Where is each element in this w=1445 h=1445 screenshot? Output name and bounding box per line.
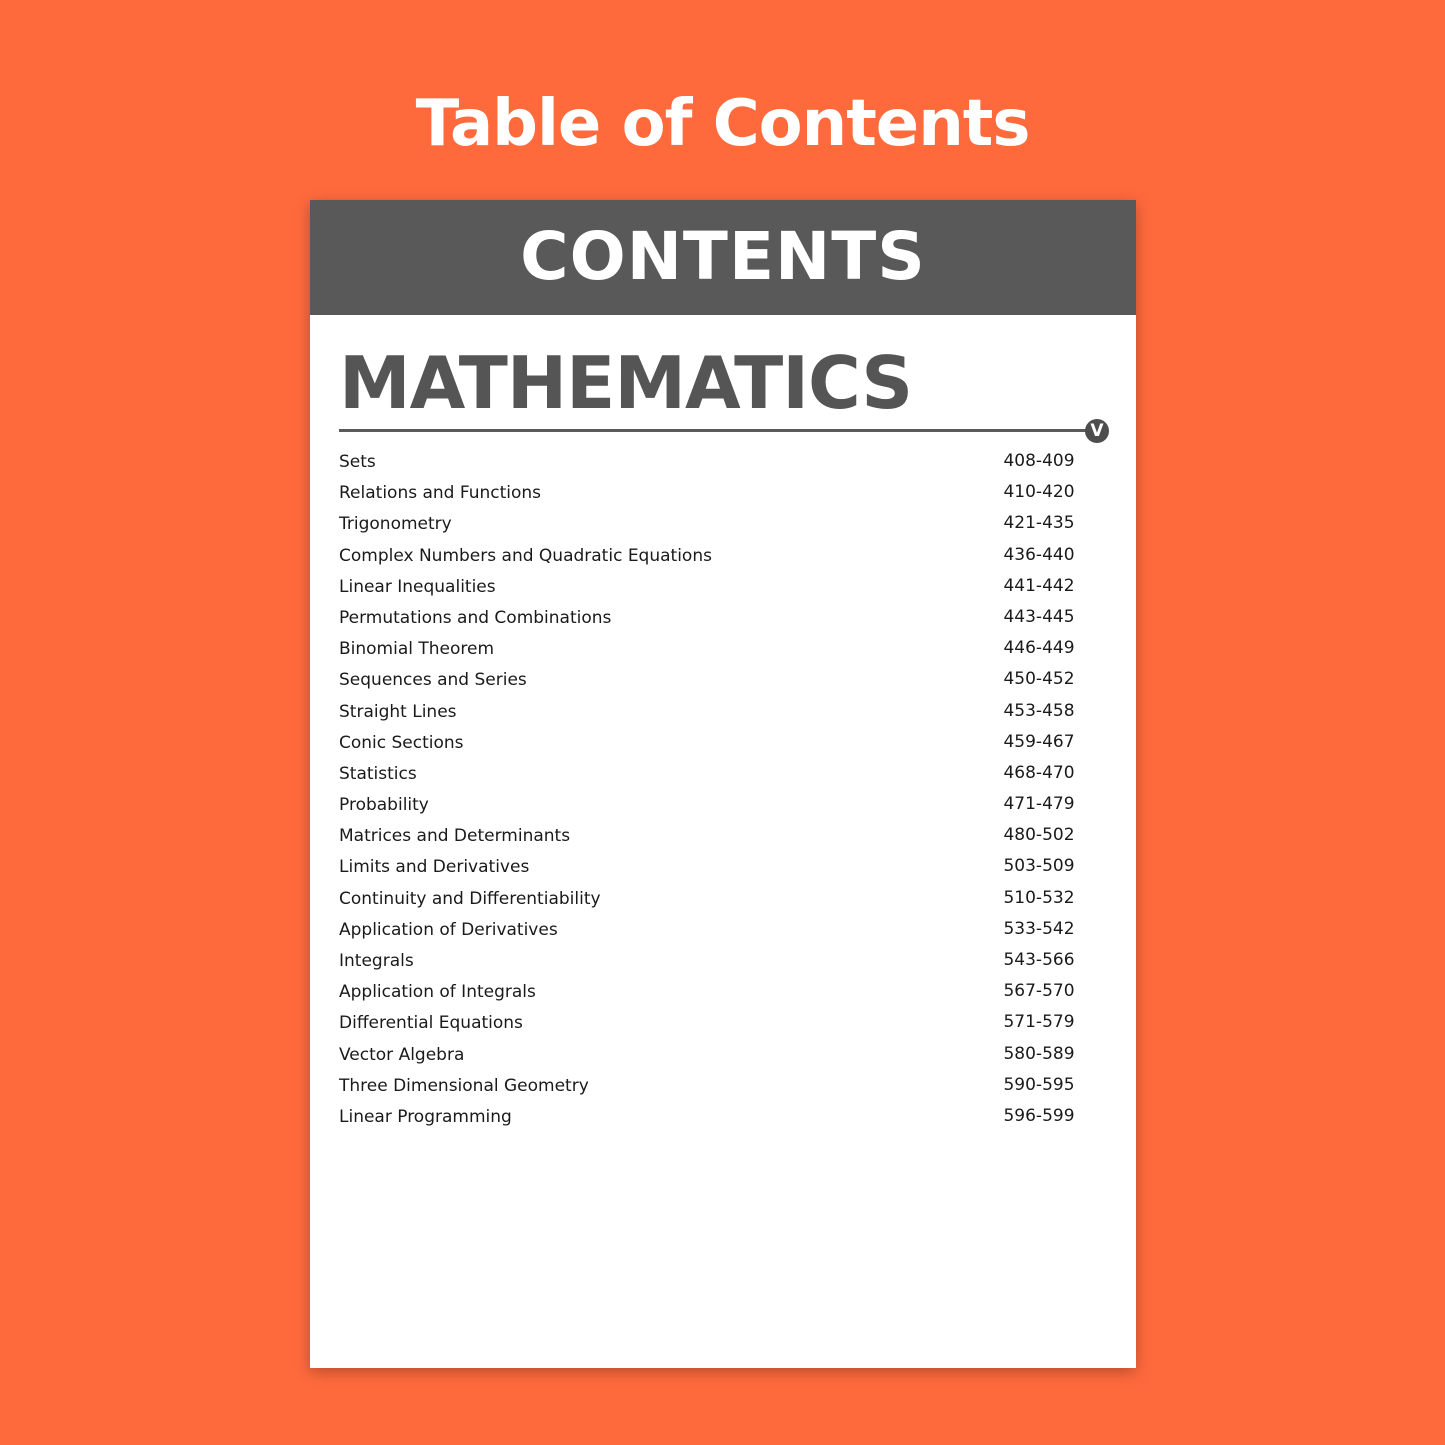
toc-entry-title: Application of Derivatives [339,919,558,940]
toc-entry [339,509,1079,540]
toc-entry-pages: 567-570 [1003,981,1075,1002]
toc-entry-pages: 446-449 [1003,638,1075,659]
toc-entry-title: Differential Equations [339,1013,523,1034]
toc-entry-title: Linear Inequalities [339,576,496,597]
toc-entry-pages: 596-599 [1003,1105,1075,1126]
toc-entry-title: Sequences and Series [339,670,527,691]
toc-entry-pages: 421-435 [1003,513,1075,534]
toc-entry-title: Permutations and Combinations [339,607,612,628]
toc-entry [339,572,1079,603]
toc-entry [339,728,1079,759]
toc-entry [339,759,1079,790]
toc-entry [339,697,1079,728]
toc-entry-title: Complex Numbers and Quadratic Equations [339,545,712,566]
toc-entry [339,915,1079,946]
toc-entry-title: Matrices and Determinants [339,826,571,847]
toc-entry [339,821,1079,852]
page-heading: Table of Contents [415,87,1030,161]
toc-entry-title: Linear Programming [339,1106,512,1127]
toc-entry-pages: 580-589 [1003,1043,1075,1064]
v-badge-icon: V [1085,419,1109,443]
document-page [310,200,1136,1368]
toc-entry-pages: 410-420 [1003,482,1075,503]
toc-entry [339,1071,1079,1102]
toc-entry-pages: 533-542 [1003,918,1075,939]
toc-entry [339,541,1079,572]
toc-list [339,447,1079,1133]
toc-entry-pages: 459-467 [1003,731,1075,752]
toc-entry-pages: 453-458 [1003,700,1075,721]
toc-entry-pages: 543-566 [1003,950,1075,970]
toc-entry [339,478,1079,509]
toc-entry-pages: 571-579 [1003,1012,1075,1033]
toc-entry-title: Conic Sections [339,732,464,753]
toc-entry [339,603,1079,634]
toc-entry-title: Trigonometry [339,514,452,535]
toc-entry-title: Application of Integrals [339,982,536,1003]
toc-entry-title: Straight Lines [339,701,457,722]
toc-entry-title: Sets [339,452,376,472]
toc-entry [339,852,1079,883]
toc-entry [339,946,1079,977]
toc-entry-pages: 510-532 [1003,887,1075,908]
toc-entry-pages: 408-409 [1003,451,1075,471]
toc-entry-pages: 450-452 [1003,669,1075,690]
toc-entry [339,1008,1079,1039]
toc-entry [339,665,1079,696]
toc-entry [339,634,1079,665]
toc-entry-pages: 441-442 [1003,575,1075,596]
toc-entry-title: Relations and Functions [339,483,542,504]
toc-entry-pages: 480-502 [1003,825,1075,846]
toc-entry [339,1040,1079,1071]
section-divider [339,429,1097,432]
toc-entry-pages: 468-470 [1003,762,1075,783]
toc-entry [339,977,1079,1008]
toc-entry-title: Continuity and Differentiability [339,888,601,909]
toc-entry-pages: 503-509 [1003,856,1075,877]
toc-entry-pages: 590-595 [1003,1074,1075,1095]
toc-entry-title: Probability [339,795,429,816]
toc-entry-title: Vector Algebra [339,1044,465,1065]
toc-entry [339,447,1079,478]
toc-entry [339,790,1079,821]
toc-entry-title: Limits and Derivatives [339,857,530,878]
toc-entry-pages: 471-479 [1003,794,1075,815]
toc-entry-title: Statistics [339,763,417,784]
toc-entry [339,884,1079,915]
toc-entry-title: Binomial Theorem [339,639,495,660]
toc-entry-pages: 443-445 [1003,606,1075,627]
contents-banner: CONTENTS [310,200,1136,315]
toc-entry-title: Integrals [339,951,414,971]
toc-entry-pages: 436-440 [1003,544,1075,565]
toc-entry [339,1102,1079,1133]
toc-entry-title: Three Dimensional Geometry [339,1075,589,1096]
section-title: MATHEMATICS [339,341,913,425]
